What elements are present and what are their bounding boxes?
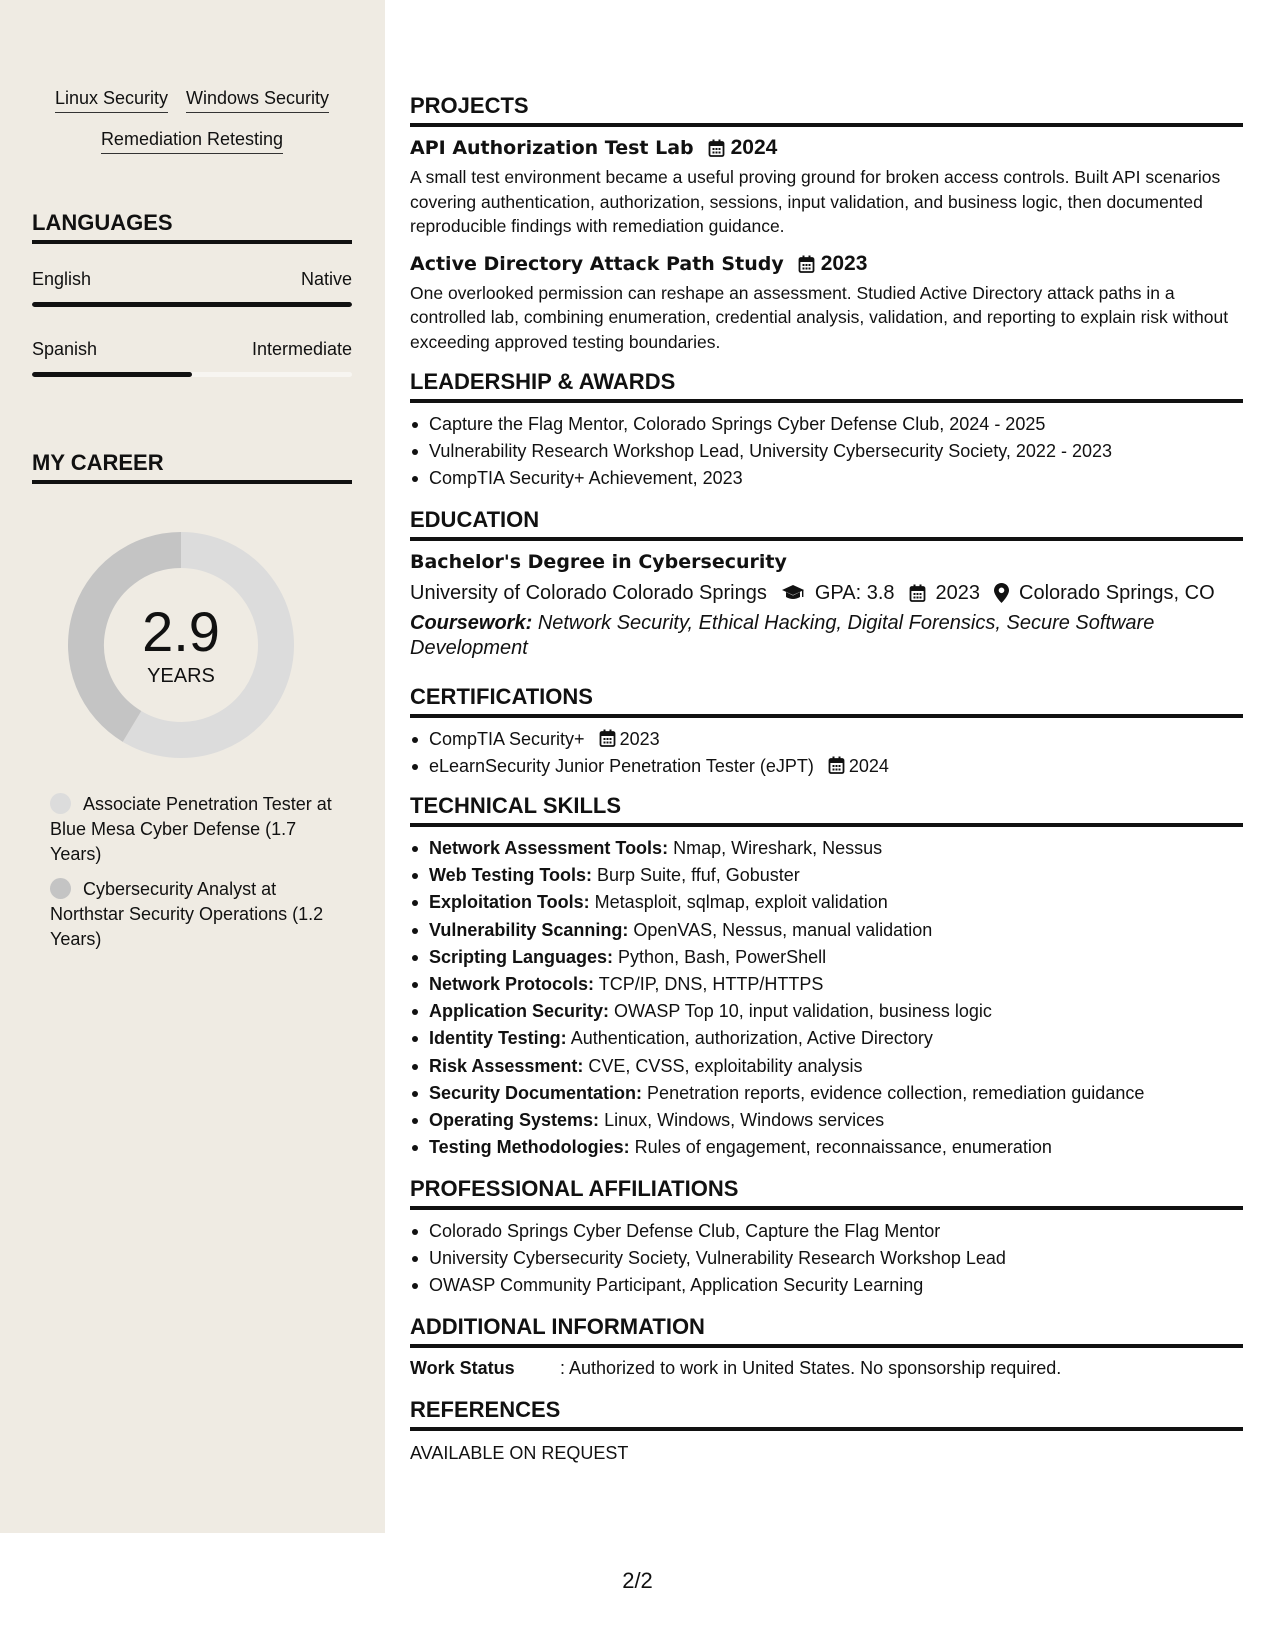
skill-item (410, 971, 1243, 998)
list-item: University Cybersecurity Society, Vulnerability Research Workshop Lead (410, 1245, 1243, 1272)
gpa: GPA: 3.8 (814, 582, 895, 604)
career-legend-item (50, 877, 340, 952)
legend-dot-icon (50, 793, 71, 814)
calendar-icon (798, 255, 815, 273)
certification-item (410, 753, 1243, 780)
affiliations-heading: PROFESSIONAL AFFILIATIONS (410, 1175, 1243, 1210)
career-total-years: 2.9 (142, 600, 220, 663)
skill-value: OWASP Top 10, input validation, business logic (614, 1001, 992, 1022)
skill-tag[interactable]: Remediation Retesting (101, 127, 283, 154)
project-year: 2024 (730, 136, 778, 159)
work-status (410, 1356, 1243, 1380)
language-bar (32, 372, 352, 377)
list-item: Colorado Springs Cyber Defense Club, Capture the Flag Mentor (410, 1218, 1243, 1245)
skills-section (410, 792, 1243, 1161)
language-level: Intermediate (251, 339, 352, 359)
language-level: Native (300, 269, 352, 289)
career-legend-item (50, 792, 340, 867)
additional-heading: ADDITIONAL INFORMATION (410, 1313, 1243, 1348)
skill-value: Linux, Windows, Windows services (604, 1110, 885, 1131)
list-item: OWASP Community Participant, Application Security Learning (410, 1272, 1243, 1299)
certifications-heading: CERTIFICATIONS (410, 683, 1243, 718)
certifications-section (410, 683, 1243, 780)
school-name: University of Colorado Colorado Springs (410, 582, 767, 604)
affiliations-section (410, 1175, 1243, 1299)
skill-value: Metasploit, sqlmap, exploit validation (594, 892, 888, 913)
list-item: Vulnerability Research Workshop Lead, University Cybersecurity Society, 2022 - 2023 (410, 438, 1243, 465)
skill-item (410, 1080, 1243, 1107)
coursework-label: Coursework: (410, 612, 533, 634)
languages-heading: LANGUAGES (32, 210, 352, 244)
career-years-unit: YEARS (147, 665, 215, 687)
skill-value: Python, Bash, PowerShell (618, 946, 827, 967)
degree-title: Bachelor's Degree in Cybersecurity (410, 551, 787, 573)
skill-tags (32, 86, 352, 154)
leadership-section (410, 368, 1243, 492)
skill-label: Operating Systems: (429, 1110, 600, 1131)
certification-item (410, 726, 1243, 753)
skill-item (410, 917, 1243, 944)
skill-value: Authentication, authorization, Active Directory (570, 1028, 933, 1049)
additional-section (410, 1313, 1243, 1380)
project-year: 2023 (820, 251, 868, 275)
work-status-value: : Authorized to work in United States. No sponsorship required. (560, 1358, 1062, 1379)
school-location: Colorado Springs, CO (1019, 582, 1215, 604)
skill-value: OpenVAS, Nessus, manual validation (633, 919, 933, 940)
skill-item (410, 1134, 1243, 1161)
project-description: One overlooked permission can reshape an assessment. Studied Active Directory attack paths in a controlled lab, combining enumeration, credential analysis, validation, and reporting to explain risk without exceeding approved testing boundaries. (410, 282, 1229, 352)
certification-year: 2024 (848, 756, 889, 776)
skill-item (410, 998, 1243, 1025)
coursework (410, 611, 1243, 661)
graduation-year: 2023 (935, 582, 981, 604)
projects-heading: PROJECTS (410, 92, 1243, 127)
language-item (32, 267, 352, 307)
references-heading: REFERENCES (410, 1396, 1243, 1431)
skill-label: Security Documentation: (429, 1082, 643, 1103)
certification-name: eLearnSecurity Junior Penetration Tester (eJPT) (429, 756, 814, 776)
skill-tag[interactable]: Windows Security (186, 86, 329, 113)
location-pin-icon (994, 583, 1009, 603)
skill-value: Burp Suite, ffuf, Gobuster (597, 865, 800, 886)
work-status-label: Work Status (410, 1358, 515, 1379)
skill-label: Web Testing Tools: (429, 865, 592, 886)
education-section (410, 506, 1243, 661)
project-name: API Authorization Test Lab (410, 137, 694, 159)
career-donut-chart (66, 530, 296, 760)
coursework-list: Network Security, Ethical Hacking, Digital Forensics, Secure Software Development (410, 612, 1155, 659)
skill-item (410, 1053, 1243, 1080)
list-item: Capture the Flag Mentor, Colorado Springs Cyber Defense Club, 2024 - 2025 (410, 411, 1243, 438)
calendar-icon (599, 729, 616, 747)
references-section (410, 1396, 1243, 1465)
education-heading: EDUCATION (410, 506, 1243, 541)
skill-label: Network Assessment Tools: (429, 838, 669, 858)
list-item: CompTIA Security+ Achievement, 2023 (410, 465, 1243, 492)
education-details (410, 579, 1243, 607)
skill-label: Identity Testing: (429, 1028, 567, 1049)
calendar-icon (828, 756, 845, 774)
project-name: Active Directory Attack Path Study (410, 252, 784, 275)
language-bar (32, 302, 352, 307)
skills-heading: TECHNICAL SKILLS (410, 792, 1243, 827)
language-name: Spanish (32, 339, 98, 359)
skill-label: Network Protocols: (429, 974, 595, 995)
language-name: English (32, 269, 92, 289)
skill-item (410, 1107, 1243, 1134)
skill-label: Risk Assessment: (429, 1055, 584, 1076)
main-content (410, 0, 1243, 1465)
page-number: 2/2 (622, 1568, 653, 1593)
legend-dot-icon (50, 878, 71, 899)
sidebar (0, 0, 385, 1533)
skill-label: Application Security: (429, 1001, 610, 1022)
skill-item (410, 835, 1243, 862)
skill-value: Rules of engagement, reconnaissance, enumeration (634, 1137, 1052, 1158)
language-item (32, 337, 352, 377)
references-text: AVAILABLE ON REQUEST (410, 1443, 629, 1464)
calendar-icon (708, 139, 725, 157)
career-role: Associate Penetration Tester at Blue Mesa Cyber Defense (1.7 Years) (50, 794, 332, 864)
skill-value: Nmap, Wireshark, Nessus (673, 838, 883, 858)
calendar-icon (909, 584, 926, 602)
leadership-heading: LEADERSHIP & AWARDS (410, 368, 1243, 403)
skill-value: CVE, CVSS, exploitability analysis (588, 1055, 863, 1076)
language-bar-fill (32, 372, 192, 377)
skill-tag[interactable]: Linux Security (55, 86, 168, 113)
career-heading: MY CAREER (32, 450, 352, 484)
skill-value: TCP/IP, DNS, HTTP/HTTPS (598, 974, 824, 995)
skill-label: Scripting Languages: (429, 946, 614, 967)
career-role: Cybersecurity Analyst at Northstar Security Operations (1.2 Years) (50, 879, 324, 949)
project-description: A small test environment became a useful proving ground for broken access controls. Built API scenarios covering authentication, authorization, sessions, input validation, and business logic, then documented reproducible findings with remediation guidance. (410, 167, 1221, 236)
language-bar-fill (32, 302, 352, 307)
skill-label: Testing Methodologies: (429, 1137, 630, 1158)
skill-item (410, 862, 1243, 889)
skill-label: Vulnerability Scanning: (429, 919, 629, 940)
skill-item (410, 1025, 1243, 1052)
projects-section (410, 92, 1243, 354)
skill-item (410, 889, 1243, 916)
project-title (410, 251, 1243, 277)
skill-label: Exploitation Tools: (429, 892, 590, 913)
career-legend (50, 792, 340, 962)
skill-value: Penetration reports, evidence collection, remediation guidance (647, 1082, 1145, 1103)
certification-year: 2023 (619, 729, 660, 749)
graduation-cap-icon (781, 584, 805, 602)
certification-name: CompTIA Security+ (429, 729, 585, 749)
skill-item (410, 944, 1243, 971)
project-title (410, 135, 1243, 161)
